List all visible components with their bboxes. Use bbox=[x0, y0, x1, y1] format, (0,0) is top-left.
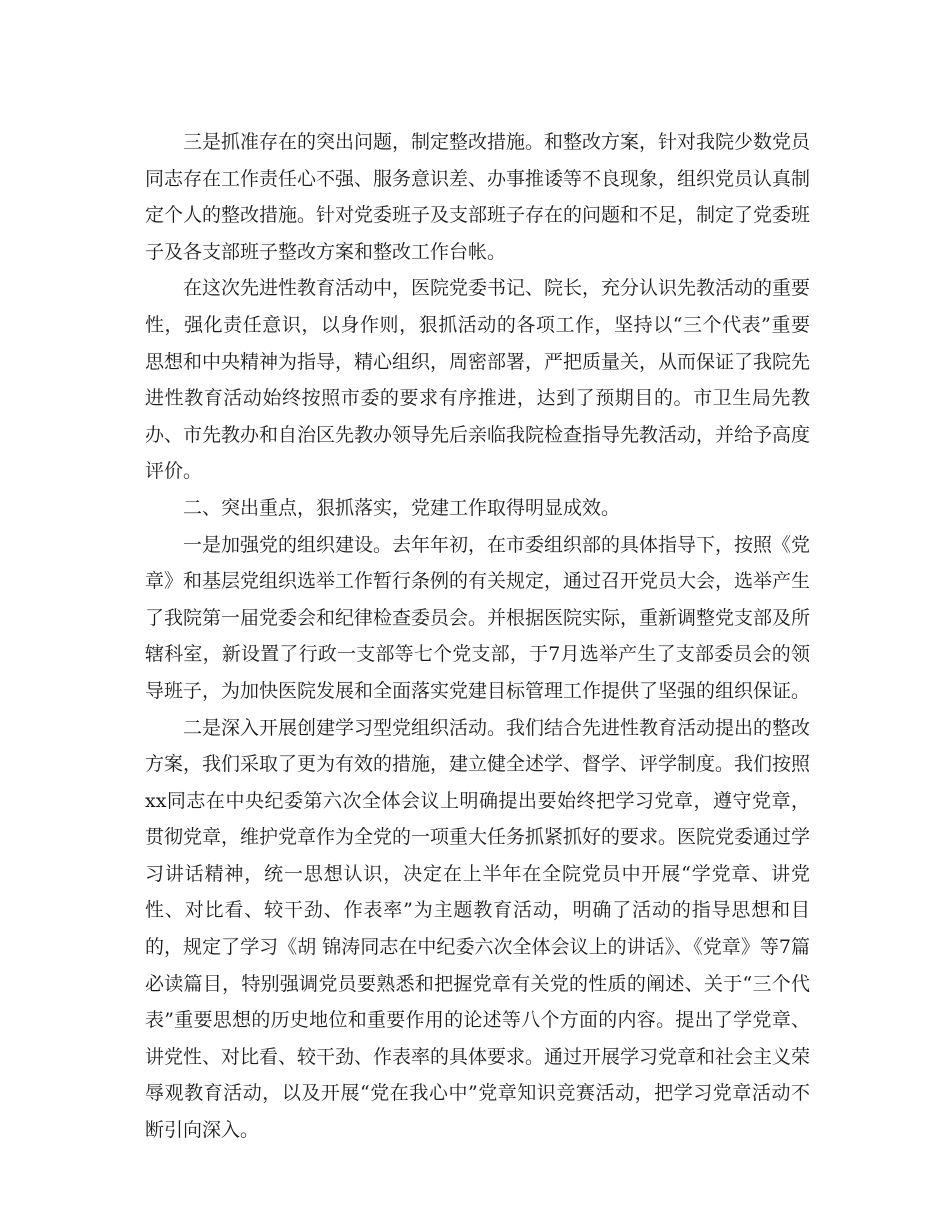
document-body bbox=[145, 124, 810, 1149]
paragraph-organization-building: 一是加强党的组织建设。去年年初，在市委组织部的具体指导下，按照《党章》和基层党组织选举工作暂行条例的有关规定，通过召开党员大会，选举产生了我院第一届党委会和纪律检查委员会。并根据医院实际，重新调整党支部及所辖科室，新设置了行政一支部等七个党支部，于7月选举产生了支部委员会的领导班子，为加快医院发展和全面落实党建目标管理工作提供了坚强的组织保证。 bbox=[145, 533, 811, 702]
paragraph-learning-organization: 二是深入开展创建学习型党组织活动。我们结合先进性教育活动提出的整改方案，我们采取了更为有效的措施，建立健全述学、督学、评学制度。我们按照xx同志在中央纪委第六次全体会议上明确提出要始终把学习党章，遵守党章，贯彻党章，维护党章作为全党的一项重大任务抓紧抓好的要求。医院党委通过学习讲话精神，统一思想认识，决定在上半年在全院党员中开展“学党章、讲党性、对比看、较干劲、作表率”为主题教育活动，明确了活动的指导思想和目的，规定了学习《胡 锦涛同志在中纪委六次全体会议上的讲话》、《党章》等7篇必读篇目，特别强调党员要熟悉和把握党章有关党的性质的阐述、关于“三个代表”重要思想的历史地位和重要作用的论述等八个方面的内容。提出了学党章、讲党性、对比看、较干劲、作表率的具体要求。通过开展学习党章和社会主义荣辱观教育活动，以及开展“党在我心中”党章知识竞赛活动，把学习党章活动不断引向深入。 bbox=[145, 716, 811, 1142]
paragraph-advanced-education: 在这次先进性教育活动中，医院党委书记、院长，充分认识先教活动的重要性，强化责任意识，以身作则，狠抓活动的各项工作，坚持以“三个代表”重要思想和中央精神为指导，精心组织，周密部署，严把质量关，从而保证了我院先进性教育活动始终按照市委的要求有序推进，达到了预期目的。市卫生局先教办、市先教办和自治区先教办领导先后亲临我院检查指导先教活动，并给予高度评价。 bbox=[145, 277, 811, 483]
section-heading-two: 二、突出重点，狠抓落实，党建工作取得明显成效。 bbox=[183, 496, 621, 519]
paragraph-rectification-measures: 三是抓准存在的突出问题，制定整改措施。和整改方案，针对我院少数党员同志存在工作责任心不强、服务意识差、办事推诿等不良现象，组织党员认真制定个人的整改措施。针对党委班子及支部班子存在的问题和不足，制定了党委班子及各支部班子整改方案和整改工作台帐。 bbox=[145, 131, 811, 263]
